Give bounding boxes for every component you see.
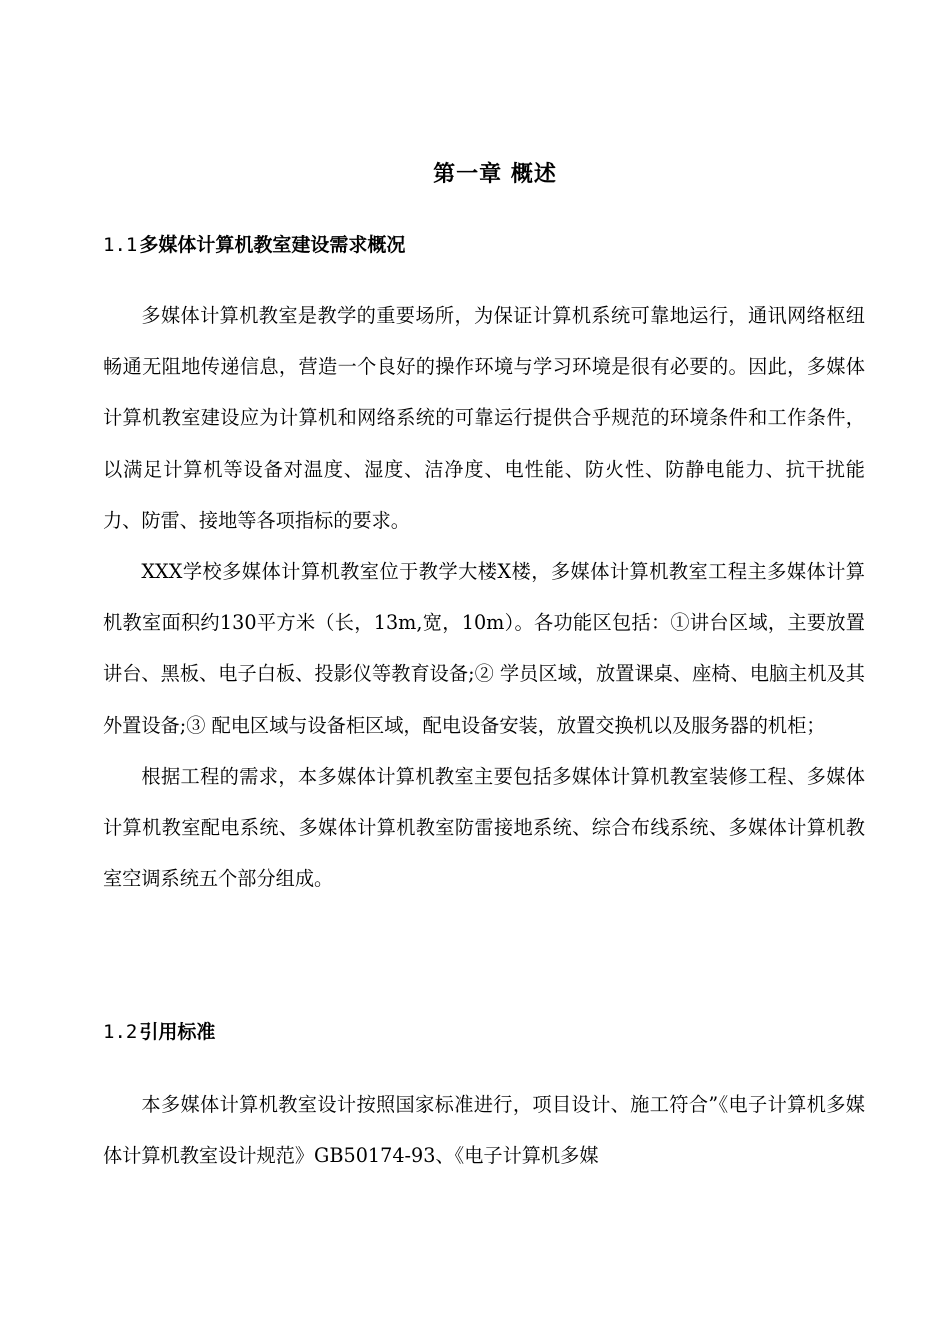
section-heading-1-1 (103, 230, 405, 260)
paragraph: 本多媒体计算机教室设计按照国家标准进行，项目设计、施工符合”《电子计算机多媒体计算机教室设计规范》GB50174-93、《电子计算机多媒 (103, 1093, 865, 1168)
section-heading-1-2 (103, 1017, 215, 1047)
chapter-title: 第一章 概述 (433, 162, 557, 187)
section-number: 1.1 (103, 234, 138, 256)
section-number: 1.2 (103, 1021, 138, 1043)
paragraph: 根据工程的需求，本多媒体计算机教室主要包括多媒体计算机教室装修工程、多媒体计算机教室配电系统、多媒体计算机教室防雷接地系统、综合布线系统、多媒体计算机教室空调系统五个部分组成。 (103, 764, 865, 891)
paragraph: 多媒体计算机教室是教学的重要场所，为保证计算机系统可靠地运行，通讯网络枢纽畅通无阻地传递信息，营造一个良好的操作环境与学习环境是很有必要的。因此，多媒体计算机教室建设应为计算机和网络系统的可靠运行提供合乎规范的环境条件和工作条件，以满足计算机等设备对温度、湿度、洁净度、电性能、防火性、防静电能力、抗干扰能力、防雷、接地等各项指标的要求。 (103, 304, 865, 532)
section-1-2-body (103, 1079, 865, 1181)
section-title: 多媒体计算机教室建设需求概况 (139, 234, 406, 256)
section-title: 引用标准 (139, 1021, 216, 1043)
section-1-1-body (103, 290, 865, 904)
paragraph: XXX学校多媒体计算机教室位于教学大楼X楼，多媒体计算机教室工程主多媒体计算机教室面积约130平方米（长，13m,宽，10m）。各功能区包括：①讲台区域，主要放置讲台、黑板、电子白板、投影仪等教育设备;② 学员区域，放置课桌、座椅、电脑主机及其外置设备;③ 配电区域与设备柜区域，配电设备安装，放置交换机以及服务器的机柜； (103, 560, 865, 737)
